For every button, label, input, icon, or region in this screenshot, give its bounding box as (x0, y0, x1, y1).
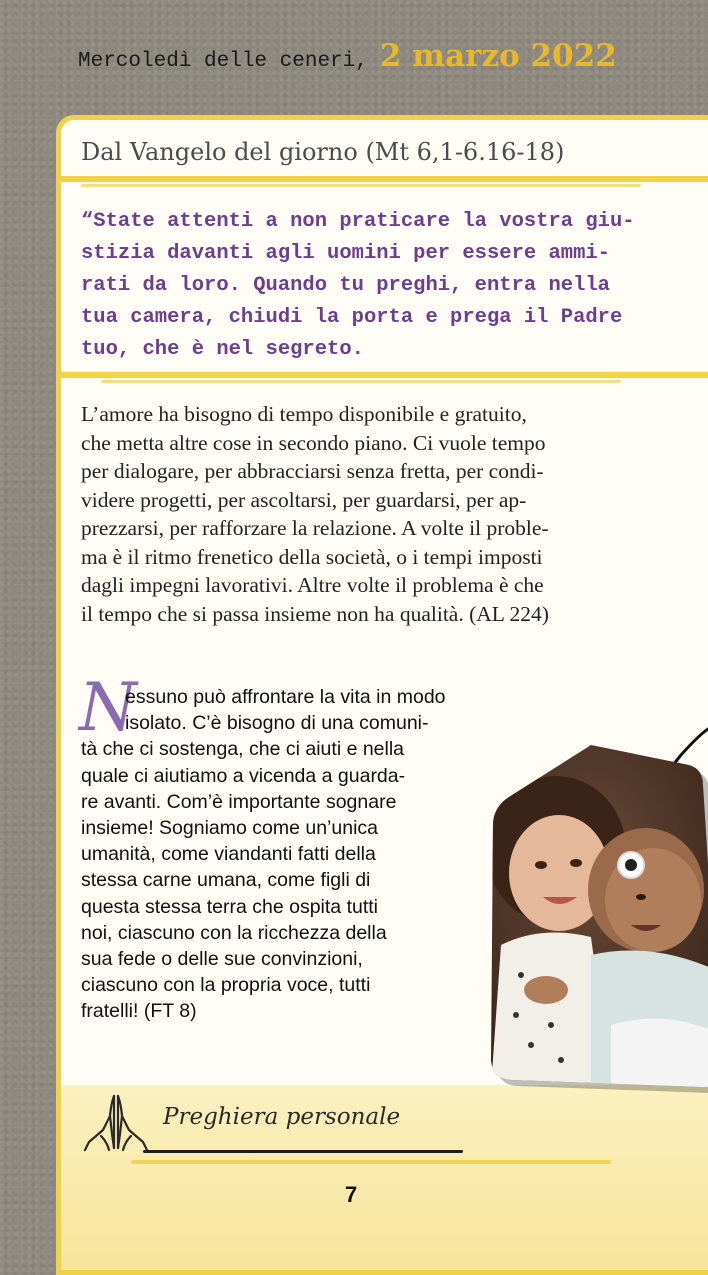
content-card (56, 115, 708, 1275)
reflection-line: che metta altre cose in secondo piano. Ci vuole tempo (81, 430, 546, 455)
yellow-brush-divider (131, 1160, 611, 1164)
meditation-line: quale ci aiutiamo a vicenda a guarda- (81, 764, 406, 787)
reflection-line: ma è il ritmo frenetico della società, o i tempi imposti (81, 544, 543, 569)
meditation-line: essuno può affrontare la vita in modo (125, 686, 446, 708)
reflection-line: videre progetti, per ascoltarsi, per guardarsi, per ap- (81, 487, 527, 512)
meditation-line: stessa carne umana, come figli di (81, 869, 371, 892)
meditation-line: sua fede o delle sue convinzioni, (81, 948, 363, 971)
personal-prayer-label: Preghiera personale (163, 1104, 401, 1130)
quote-line: tuo, che è nel segreto. (81, 338, 364, 361)
header-weekday: Mercoledì delle ceneri, (78, 50, 368, 73)
quote-line: rati da loro. Quando tu preghi, entra nella (81, 274, 610, 297)
reflection-line: L’amore ha bisogno di tempo disponibile e gratuito, (81, 402, 527, 426)
yellow-brush-divider (81, 184, 641, 187)
drop-cap: N (79, 669, 137, 746)
page-header (78, 38, 617, 78)
gospel-quote (81, 206, 641, 366)
quote-line: stizia davanti agli uomini per essere ammi- (81, 242, 610, 265)
prayer-underline (143, 1150, 463, 1153)
gospel-title: Dal Vangelo del giorno (Mt 6,1-6.16-18) (81, 138, 565, 166)
praying-hands-icon (81, 1090, 151, 1160)
meditation-line: fratelli! (FT 8) (81, 1000, 197, 1023)
reflection-line: per dialogare, per abbracciarsi senza fretta, per condi- (81, 459, 544, 483)
reflection-paragraph (81, 400, 647, 628)
reflection-line: il tempo che si passa insieme non ha qualità. (AL 224) (81, 601, 549, 626)
meditation-line: ciascuno con la propria voce, tutti (81, 974, 371, 997)
reflection-line: dagli impegni lavorativi. Altre volte il problema è che (81, 573, 544, 597)
quote-line: tua camera, chiudi la porta e prega il Padre (81, 306, 623, 329)
page-number: 7 (345, 1182, 358, 1207)
meditation-line: insieme! Sogniamo come un’unica (81, 817, 378, 840)
meditation-line: tà che ci sostenga, che ci aiuti e nella (81, 738, 405, 761)
meditation-line: isolato. C’è bisogno di una comuni- (125, 712, 429, 735)
yellow-brush-divider (101, 380, 621, 383)
meditation-line: questa stessa terra che ospita tutti (81, 895, 378, 918)
meditation-line: re avanti. Com’è importante sognare (81, 790, 397, 813)
meditation-line: noi, ciascuno con la ricchezza della (81, 921, 387, 944)
yellow-brush-divider (56, 176, 708, 182)
quote-line: “State attenti a non praticare la vostra giu- (81, 210, 635, 233)
reflection-line: prezzarsi, per rafforzare la relazione. A volte il proble- (81, 516, 549, 540)
children-photo-tag (441, 675, 708, 1105)
meditation-line: umanità, come viandanti fatti della (81, 843, 376, 866)
yellow-brush-divider (56, 372, 708, 378)
header-date: 2 marzo 2022 (379, 38, 617, 74)
